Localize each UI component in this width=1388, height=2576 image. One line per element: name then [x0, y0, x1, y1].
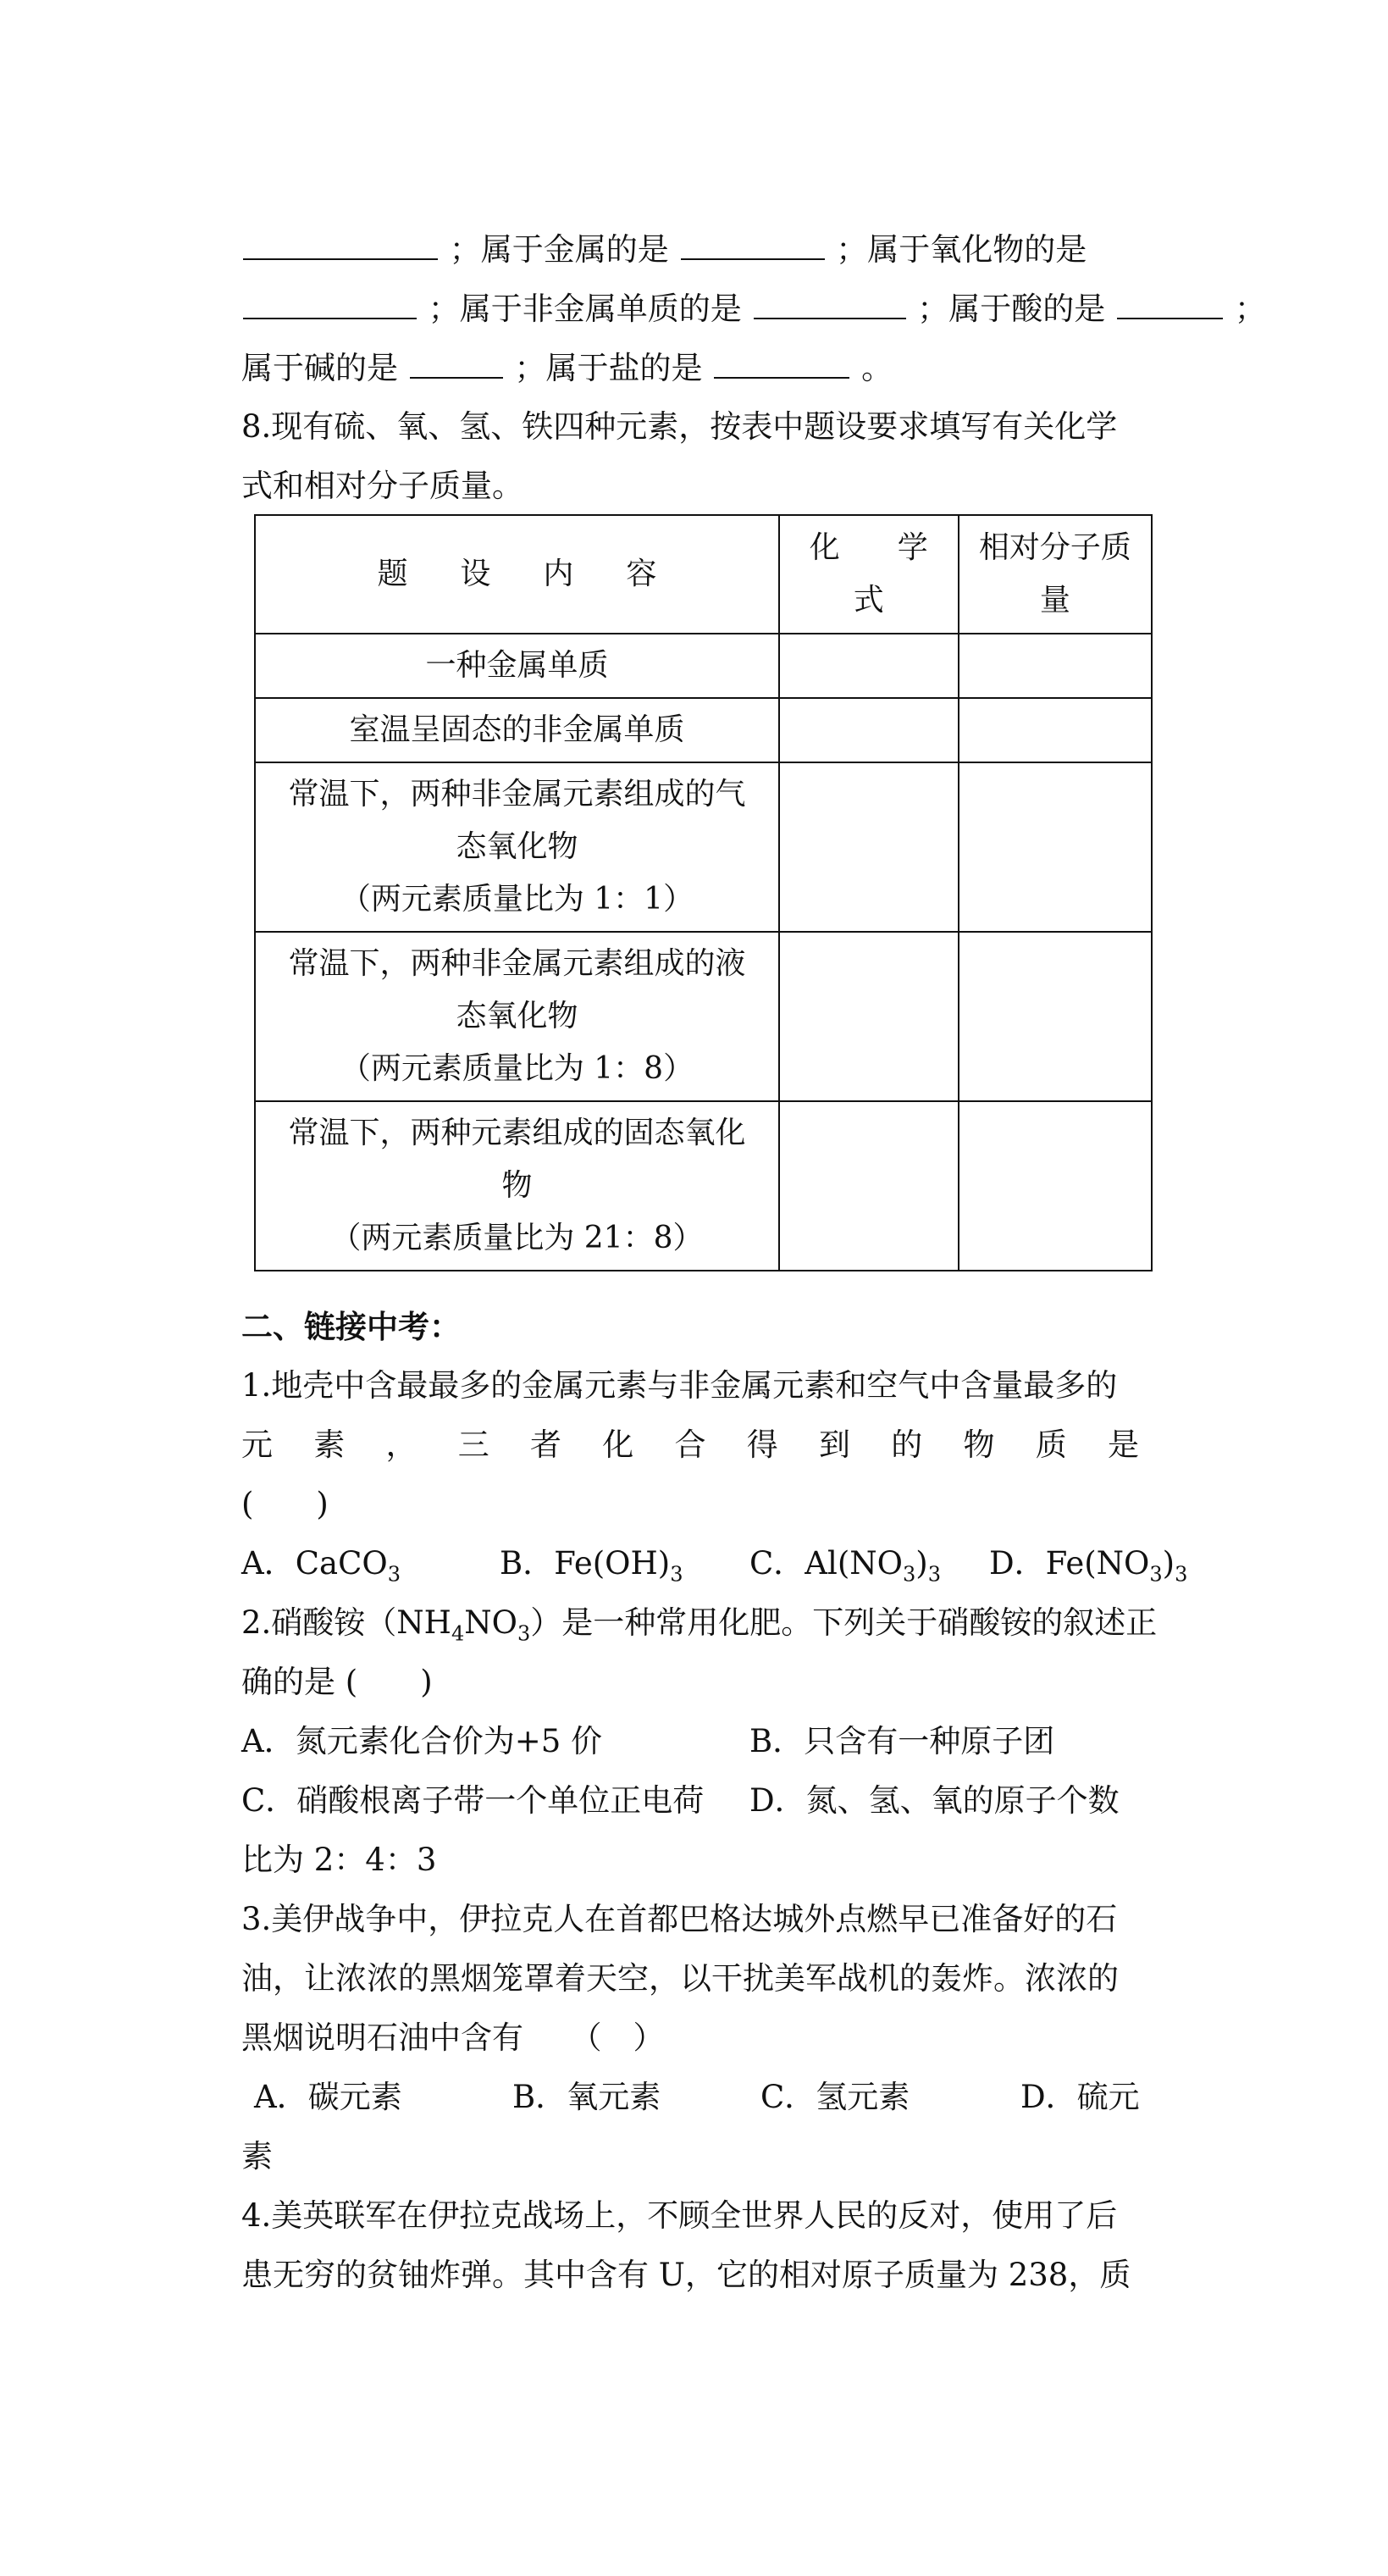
char: 质: [1035, 1426, 1067, 1463]
problem-2-line-2: 确的是 ( ): [241, 1664, 433, 1700]
row-topic: 室温呈固态的非金属单质: [255, 698, 779, 762]
char: 者: [530, 1426, 561, 1463]
subscript: 3: [1175, 1562, 1188, 1587]
row-topic-line: 常温下，两种非金属元素组成的液: [288, 946, 746, 981]
header-char: 学: [897, 530, 928, 565]
answer-blank[interactable]: [243, 230, 438, 260]
option-a[interactable]: A．碳元素: [254, 2079, 402, 2115]
subscript: 3: [903, 1562, 916, 1587]
text: ；属于非金属单质的是: [428, 291, 742, 327]
char: 是: [1108, 1426, 1139, 1463]
row-topic: [255, 1101, 779, 1271]
text: ；属于酸的是: [917, 291, 1106, 327]
answer-blank[interactable]: [243, 289, 417, 319]
text: ；属于盐的是: [514, 350, 703, 386]
option-d[interactable]: D．氮、氢、氧的原子个数: [749, 1782, 1120, 1819]
subscript: 3: [1149, 1562, 1163, 1587]
mass-cell[interactable]: [959, 1101, 1152, 1271]
char: 合: [674, 1426, 706, 1463]
text: 。: [861, 350, 893, 386]
problem-2-line-5: 比为 2：4：3: [241, 1842, 437, 1878]
char: 元: [241, 1426, 273, 1463]
formula-cell[interactable]: [779, 932, 959, 1101]
header-char: 题: [377, 557, 408, 591]
row-topic-line: （两元素质量比为 1：8）: [340, 1051, 694, 1086]
header-char: 式: [853, 583, 884, 618]
answer-blank[interactable]: [681, 230, 825, 260]
problem-3-line-1: 3.美伊战争中，伊拉克人在首都巴格达城外点燃早已准备好的石: [241, 1901, 1118, 1937]
option-c[interactable]: C．硝酸根离子带一个单位正电荷: [241, 1782, 705, 1819]
intro-line-3: [241, 346, 893, 391]
problem-3-line-3: 黑烟说明石油中含有 （ ）: [241, 2019, 665, 2056]
char: 化: [602, 1426, 634, 1463]
row-topic-line: 物: [501, 1168, 533, 1203]
formula-cell[interactable]: [779, 1101, 959, 1271]
option-a[interactable]: [241, 1542, 401, 1596]
problem-1-line-3: ( ): [241, 1486, 329, 1522]
problem-3-line-2: 油，让浓浓的黑烟笼罩着天空，以干扰美军战机的轰炸。浓浓的: [241, 1960, 1119, 1997]
problem-3-line-5: 素: [241, 2138, 273, 2174]
mass-cell[interactable]: [959, 762, 1152, 932]
answer-blank[interactable]: [754, 289, 906, 319]
row-topic-line: 态氧化物: [456, 829, 578, 864]
char: 素: [313, 1426, 346, 1463]
answer-blank[interactable]: [714, 348, 849, 379]
formula-cell[interactable]: [779, 634, 959, 698]
option-b[interactable]: B．氧元素: [512, 2079, 661, 2115]
header-char: 设: [460, 557, 491, 591]
row-topic-line: 态氧化物: [456, 999, 578, 1033]
option-text: ): [915, 1545, 928, 1582]
subscript: 3: [670, 1562, 683, 1587]
text: ；属于金属的是: [449, 231, 669, 268]
row-topic: [255, 932, 779, 1101]
char: 的: [891, 1426, 923, 1463]
option-text: C．Al(NO: [749, 1545, 904, 1582]
option-d[interactable]: D．硫元: [1020, 2079, 1140, 2115]
problem-1-line-1: 1.地壳中含最最多的金属元素与非金属元素和空气中含量最多的: [241, 1367, 1118, 1404]
header-char: 内: [543, 557, 574, 591]
problem-4-line-1: 4.美英联军在伊拉克战场上，不顾全世界人民的反对，使用了后: [241, 2197, 1118, 2234]
char: ，: [385, 1426, 418, 1463]
header-topic: [255, 515, 779, 634]
answer-blank[interactable]: [1117, 289, 1223, 319]
intro-line-2: [241, 287, 1266, 331]
mass-cell[interactable]: [959, 698, 1152, 762]
option-d[interactable]: [989, 1542, 1187, 1596]
table-row: [255, 698, 1152, 762]
table-header-row: [255, 515, 1152, 634]
subscript: 4: [451, 1621, 465, 1646]
row-topic-line: （两元素质量比为 21：8）: [330, 1221, 704, 1255]
header-molecular-mass: [959, 515, 1152, 634]
problem-4-line-2: 患无穷的贫铀炸弹。其中含有 U，它的相对原子质量为 238，质: [241, 2257, 1131, 2293]
row-topic: [255, 762, 779, 932]
formula-cell[interactable]: [779, 698, 959, 762]
header-char: 容: [626, 557, 657, 591]
char: 到: [819, 1426, 850, 1463]
option-a[interactable]: A．氮元素化合价为+5 价: [241, 1723, 603, 1759]
char: 得: [746, 1426, 778, 1463]
option-c[interactable]: [749, 1542, 941, 1596]
row-topic-line: 常温下，两种非金属元素组成的气: [288, 777, 746, 812]
text: 2.硝酸铵（NH: [241, 1604, 451, 1641]
text: ；: [1234, 291, 1266, 327]
row-topic-line: 常温下，两种元素组成的固态氧化: [288, 1116, 746, 1150]
subscript: 3: [927, 1562, 942, 1587]
table-row: [255, 932, 1152, 1101]
char: 三: [457, 1426, 489, 1463]
header-char: 化: [809, 530, 840, 565]
subscript: 3: [387, 1562, 401, 1587]
text: ）是一种常用化肥。下列关于硝酸铵的叙述正: [530, 1604, 1158, 1641]
header-text: 量: [1039, 583, 1070, 618]
row-topic-line: （两元素质量比为 1：1）: [340, 882, 694, 917]
question-8-line-2: 式和相对分子质量。: [241, 468, 523, 504]
question-8-line-1: 8.现有硫、氧、氢、铁四种元素，按表中题设要求填写有关化学: [241, 408, 1118, 445]
subscript: 3: [517, 1621, 531, 1646]
problem-2-line-1: [241, 1601, 1157, 1655]
option-b[interactable]: [500, 1542, 683, 1596]
problem-1-line-2: [241, 1423, 1139, 1467]
header-formula: [779, 515, 959, 634]
section-title: 二、链接中考：: [241, 1308, 461, 1345]
intro-line-1: [241, 228, 1087, 272]
answer-blank[interactable]: [410, 348, 503, 379]
table-row: [255, 634, 1152, 698]
row-topic: 一种金属单质: [255, 634, 779, 698]
text: ；属于氧化物的是: [836, 231, 1087, 268]
char: 物: [963, 1426, 995, 1463]
option-c[interactable]: C．氢元素: [760, 2079, 910, 2115]
option-text: ): [1162, 1545, 1175, 1582]
option-text: B．Fe(OH): [500, 1545, 671, 1582]
header-text: 相对分子质: [978, 530, 1131, 565]
mass-cell[interactable]: [959, 932, 1152, 1101]
text: NO: [464, 1604, 517, 1641]
option-b[interactable]: B．只含有一种原子团: [749, 1723, 1055, 1759]
text: 属于碱的是: [241, 350, 398, 386]
table-row: [255, 1101, 1152, 1271]
option-text: A．CaCO: [241, 1545, 388, 1582]
table-row: [255, 762, 1152, 932]
mass-cell[interactable]: [959, 634, 1152, 698]
question-8-table: [254, 514, 1153, 1271]
option-text: D．Fe(NO: [989, 1545, 1150, 1582]
formula-cell[interactable]: [779, 762, 959, 932]
